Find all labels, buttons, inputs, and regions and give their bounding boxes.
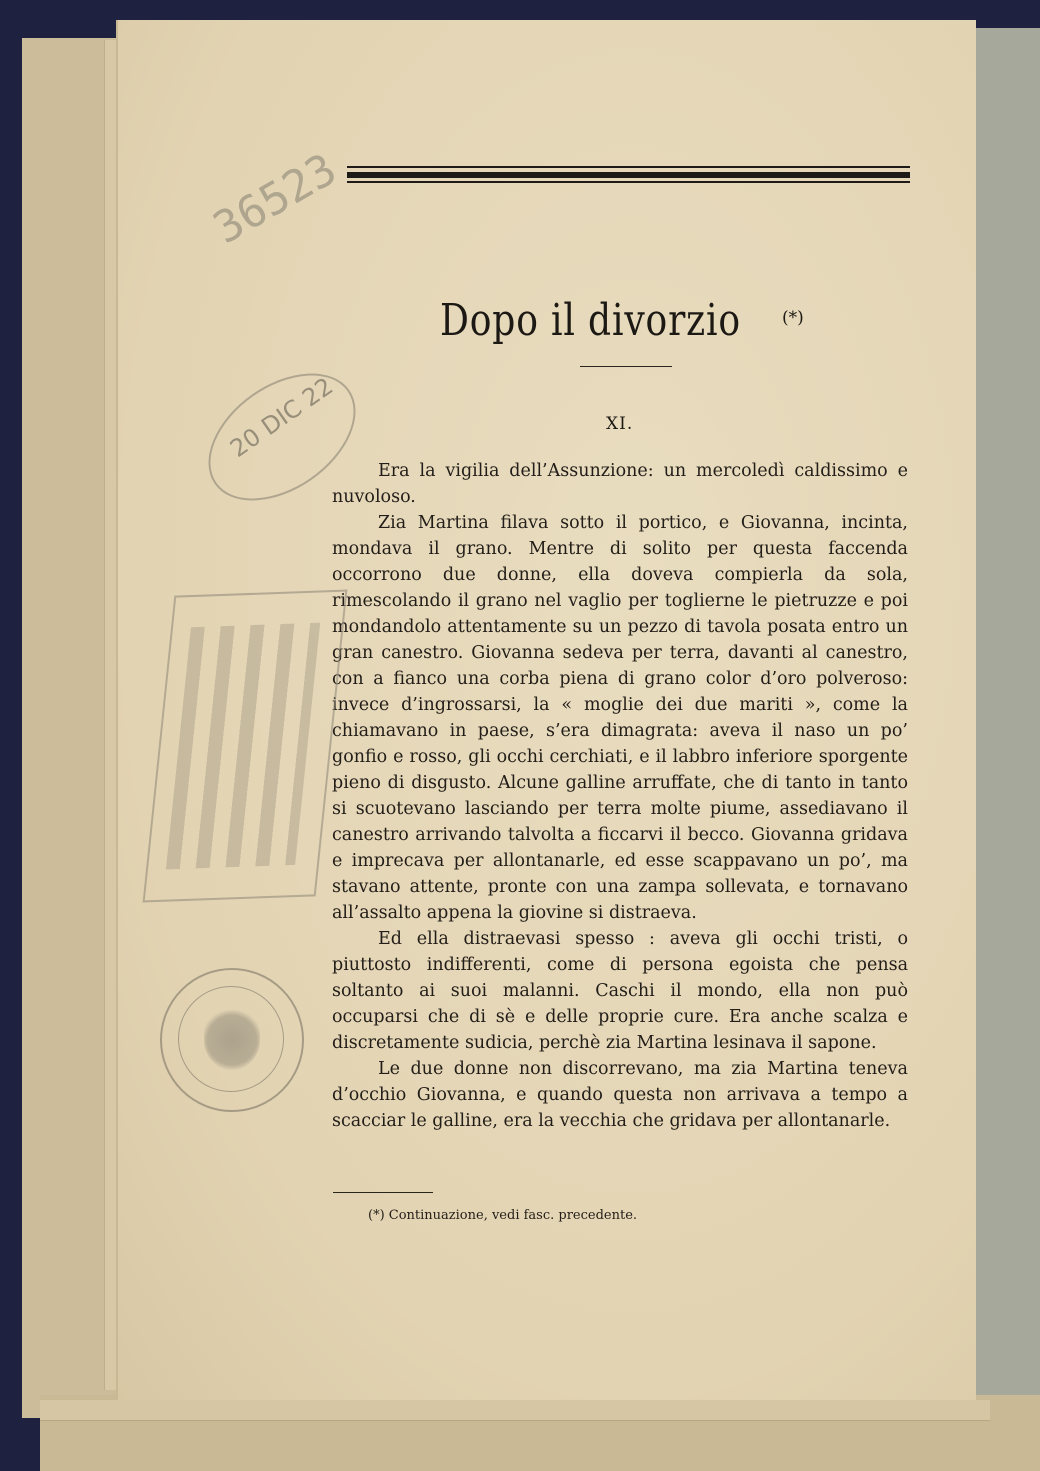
footnote: (*) Continuazione, vedi fasc. precedente.: [368, 1208, 638, 1223]
paragraph: Ed ella distraevasi spesso : aveva gli occhi tristi, o piuttosto indifferenti, come di persona egoista che pensa soltanto ai suoi malanni. Caschi il mondo, ella non può occuparsi che di sè e delle proprie cure. Era anche scalza e discretamente sudicia, perchè zia Martina lesinava il sapone.: [332, 929, 908, 1053]
paragraph: Zia Martina filava sotto il portico, e Giovanna, incinta, mondava il grano. Mentre di solito per questa faccenda occorrono due donne, ella doveva compierla da sola, rimescolando il grano nel vaglio per toglierne le pietruzze e poi mondandolo attentamente su un pezzo di tavola posata entro un gran canestro. Giovanna sedeva per terra, davanti al canestro, con a fianco una corba piena di grano color d’oro polveroso: invece d’ingrossarsi, la « moglie dei due mariti », come la chiamavano in paese, s’era dimagrata: aveva il naso un po’ gonfio e rosso, gli occhi cerchiati, e il labbro inferiore sporgente pieno di disgusto. Alcune galline arruffate, che di tanto in tanto si scuotevano lasciando per terra molte piume, assediavano il canestro arrivando talvolta a ficcarvi il becco. Giovanna gridava e imprecava per allontanarle, ed esse scappavano un po’, ma stavano attente, pronte con una zampa sollevata, e tornavano all’assalto appena la giovine si distraeva.: [332, 513, 908, 923]
body-text: [332, 458, 908, 1134]
library-rectangular-stamp: [143, 590, 348, 903]
footnote-marker: (*): [782, 308, 804, 328]
chapter-number: XI.: [606, 414, 634, 434]
title-divider: [580, 366, 672, 367]
paragraph: Era la vigilia dell’Assunzione: un mercoledì caldissimo e nuvoloso.: [332, 461, 908, 507]
footnote-divider: [333, 1192, 433, 1193]
date-stamp: [200, 371, 360, 515]
date-stamp-text: 20 DIC 22: [225, 371, 339, 463]
crest-icon: [204, 1010, 260, 1070]
page-title: Dopo il divorzio: [440, 295, 741, 346]
header-rule: [347, 166, 910, 186]
bottom-page-edge: [40, 1400, 990, 1421]
paragraph: Le due donne non discorrevano, ma zia Martina teneva d’occhio Giovanna, e quando questa non arrivava a tempo a scacciar le galline, era la vecchia che gridava per allontanarle.: [332, 1059, 908, 1131]
inventory-stamp: 36523: [205, 143, 346, 255]
scan-background-right: [972, 28, 1040, 1471]
library-circular-stamp: [160, 968, 304, 1112]
